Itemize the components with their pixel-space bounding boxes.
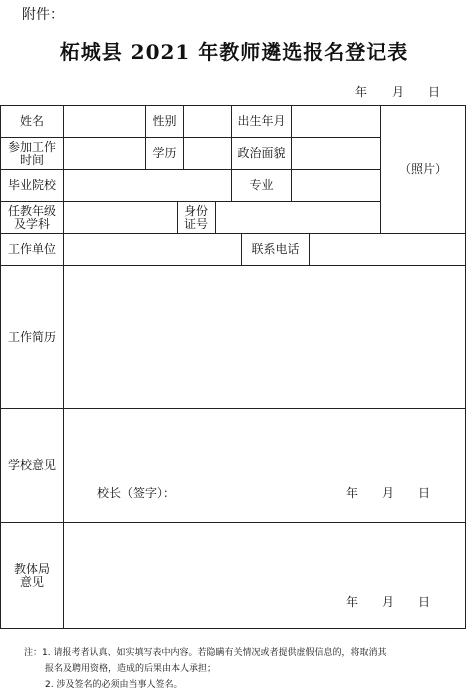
form-title: 柘城县 2021 年教师遴选报名登记表	[59, 40, 409, 64]
note-line-3: 2. 涉及签名的必须由当事人签名。	[45, 680, 183, 690]
bureau-date-year: 年	[346, 595, 359, 609]
work-start-label: 参加工作时间	[7, 139, 56, 167]
school-opinion-field[interactable]	[64, 409, 465, 522]
school-opinion-label: 学校意见	[7, 458, 56, 472]
name-field[interactable]	[64, 106, 145, 137]
phone-field[interactable]	[310, 234, 465, 265]
id-label: 身份证号	[183, 203, 208, 231]
grid-line	[465, 105, 466, 629]
education-field[interactable]	[184, 138, 231, 169]
form-notes	[24, 645, 464, 693]
bureau-date-month: 月	[382, 595, 395, 609]
principal-sign-label: 校长（签字）：	[97, 486, 176, 500]
date-year: 年	[355, 85, 368, 99]
bureau-date-day: 日	[418, 595, 431, 609]
bureau-opinion-field[interactable]	[64, 523, 465, 628]
major-field[interactable]	[292, 170, 380, 201]
teaching-field[interactable]	[64, 202, 177, 233]
id-field[interactable]	[216, 202, 380, 233]
workplace-label: 工作单位	[7, 242, 56, 256]
political-label: 政治面貌	[237, 146, 286, 160]
resume-label: 工作简历	[7, 329, 56, 344]
school-grad-field[interactable]	[64, 170, 231, 201]
gender-label: 性别	[152, 114, 177, 128]
resume-field[interactable]	[64, 266, 465, 408]
school-date-year: 年	[346, 486, 359, 500]
date-day: 日	[428, 85, 441, 99]
date-month: 月	[392, 85, 405, 99]
phone-label: 联系电话	[251, 242, 300, 256]
photo-box[interactable]: （照片）	[398, 162, 447, 176]
major-label: 专业	[249, 178, 274, 192]
name-label: 姓名	[19, 114, 44, 128]
note-line-1: 注：1. 请报考者认真、如实填写表中内容。若隐瞒有关情况或者提供虚假信息的，将取消其	[24, 648, 387, 658]
grid-line	[177, 201, 178, 233]
birth-label: 出生年月	[237, 114, 286, 128]
school-date-month: 月	[382, 486, 395, 500]
school-date-day: 日	[418, 486, 431, 500]
annex-label: 附件：	[22, 7, 64, 23]
note-line-2: 报名及聘用资格，造成的后果由本人承担；	[45, 664, 217, 674]
work-start-field[interactable]	[64, 138, 145, 169]
political-field[interactable]	[292, 138, 380, 169]
bureau-opinion-label: 教体局意见	[13, 561, 50, 589]
birth-field[interactable]	[292, 106, 380, 137]
teaching-label: 任教年级及学科	[7, 203, 56, 231]
education-label: 学历	[152, 146, 177, 160]
workplace-field[interactable]	[64, 234, 241, 265]
school-grad-label: 毕业院校	[7, 178, 56, 192]
grid-line	[0, 628, 466, 629]
gender-field[interactable]	[184, 106, 231, 137]
